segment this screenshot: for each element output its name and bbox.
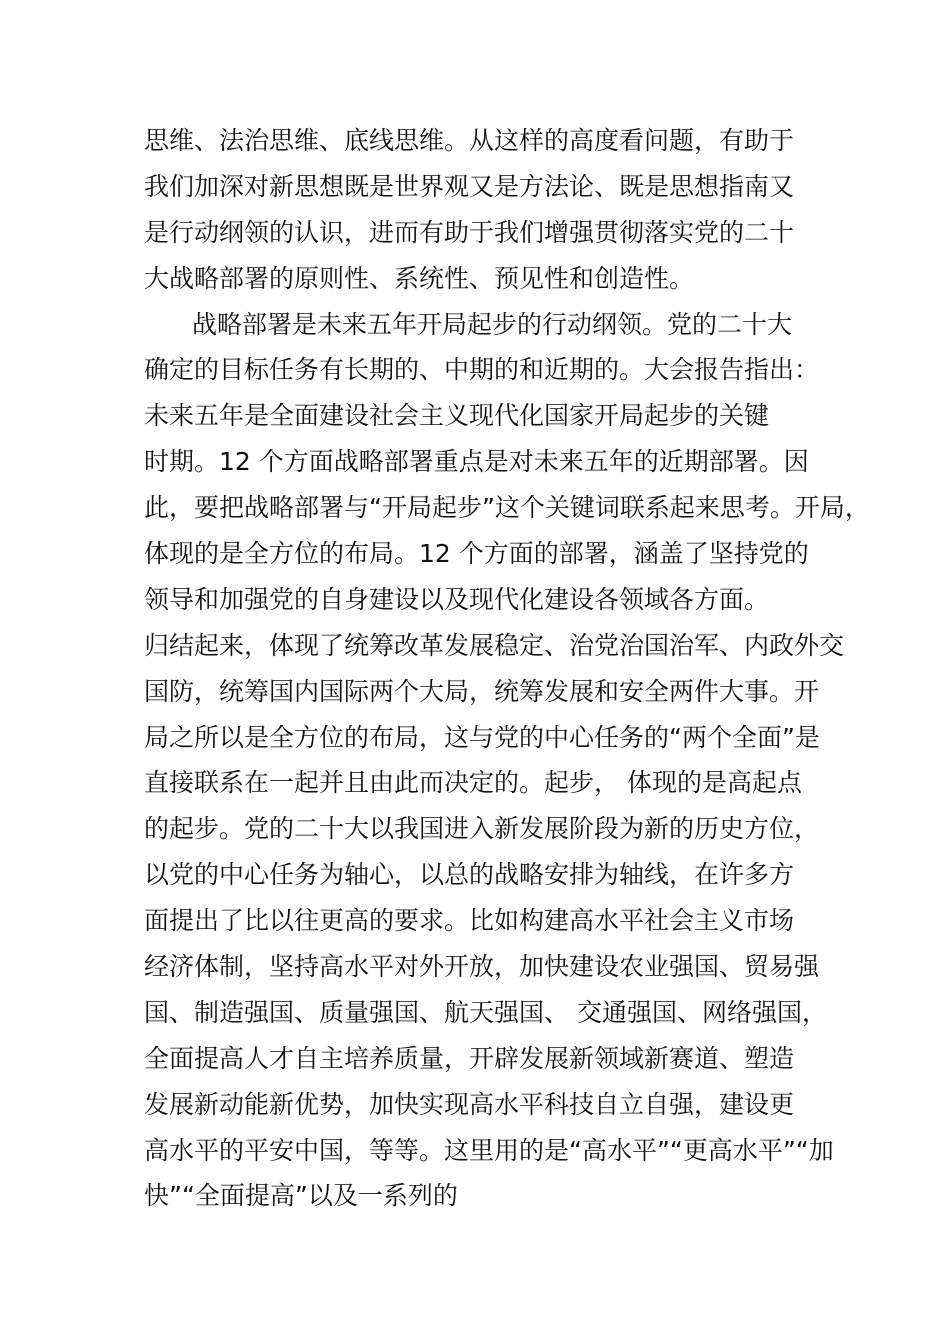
text-line: 全面提高人才自主培养质量，开辟发展新领域新赛道、塑造 [144, 1043, 795, 1073]
text-line: 战略部署是未来五年开局起步的行动纲领。党的二十大 [192, 309, 793, 339]
text-line: 面提出了比以往更高的要求。比如构建高水平社会主义市场 [144, 906, 795, 936]
text-line: 确定的目标任务有长期的、中期的和近期的。大会报告指出： [144, 355, 820, 385]
paragraph-1 [144, 118, 844, 302]
text-line: 国防，统筹国内国际两个大局，统筹发展和安全两件大事。开 [144, 676, 820, 706]
text-line: 经济体制，坚持高水平对外开放，加快建设农业强国、贸易强 [144, 952, 820, 982]
text-line: 发展新动能新优势，加快实现高水平科技自立自强，建设更 [144, 1089, 795, 1119]
text-line: 直接联系在一起并且由此而决定的。起步， 体现的是高起点 [144, 768, 802, 798]
text-line: 我们加深对新思想既是世界观又是方法论、既是思想指南又 [144, 171, 795, 201]
text-line: 国、制造强国、质量强国、航天强国、 交通强国、网络强国， [144, 997, 827, 1027]
text-line: 此，要把战略部署与“开局起步”这个关键词联系起来思考。开局， [144, 493, 870, 523]
text-line: 局之所以是全方位的布局，这与党的中心任务的“两个全面”是 [144, 722, 820, 752]
text-line: 体现的是全方位的布局。12 个方面的部署，涵盖了坚持党的 [144, 539, 809, 569]
text-line: 领导和加强党的自身建设以及现代化建设各领域各方面。 [144, 584, 770, 614]
text-line: 快”“全面提高”以及一系列的 [144, 1181, 458, 1211]
text-line: 高水平的平安中国，等等。这里用的是“高水平”“更高水平”“加 [144, 1135, 834, 1165]
document-body [144, 118, 870, 1219]
text-line: 以党的中心任务为轴心，以总的战略安排为轴线，在许多方 [144, 860, 795, 890]
text-line: 未来五年是全面建设社会主义现代化国家开局起步的关键 [144, 401, 770, 431]
text-line: 的起步。党的二十大以我国进入新发展阶段为新的历史方位， [144, 814, 820, 844]
text-line: 归结起来，体现了统筹改革发展稳定、治党治国治军、内政外交 [144, 630, 845, 660]
text-line: 思维、法治思维、底线思维。从这样的高度看问题，有助于 [144, 126, 795, 155]
text-line: 是行动纲领的认识，进而有助于我们增强贯彻落实党的二十 [144, 217, 795, 247]
text-line: 大战略部署的原则性、系统性、预见性和创造性。 [144, 263, 695, 293]
text-line: 时期。12 个方面战略部署重点是对未来五年的近期部署。因 [144, 447, 809, 477]
paragraph-2 [144, 302, 870, 1220]
